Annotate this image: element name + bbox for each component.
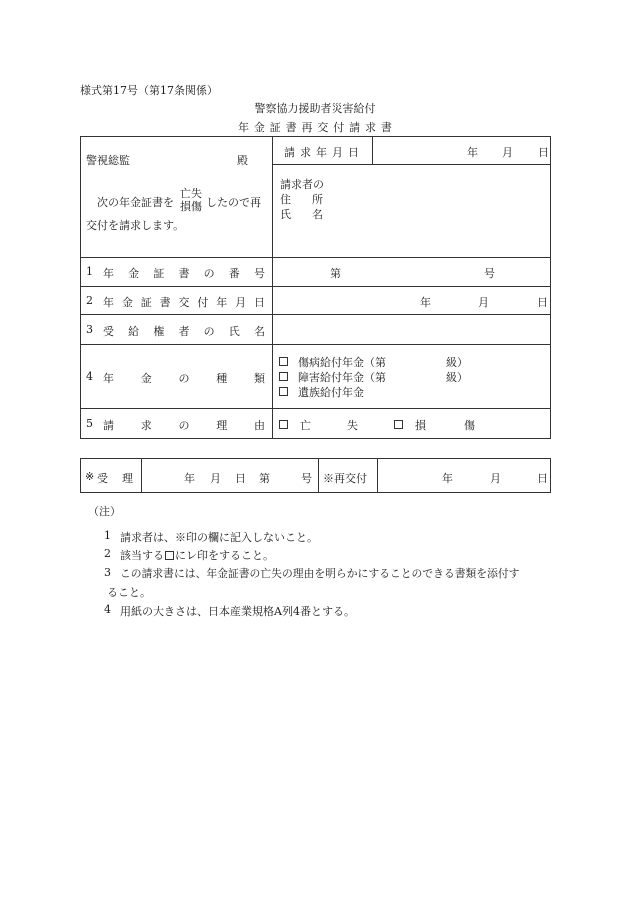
label-char: 年 bbox=[103, 372, 114, 385]
label-char: 号 bbox=[253, 267, 265, 280]
row-label-request-reason bbox=[103, 417, 265, 433]
label-char: 亡 bbox=[300, 419, 311, 432]
label-char: 所 bbox=[312, 193, 323, 206]
row-number: 1 bbox=[86, 265, 93, 278]
pension-type-injury: 傷病給付年金（第 bbox=[298, 356, 386, 369]
note-number: 3 bbox=[104, 566, 111, 579]
pension-type-disability-grade: 級） bbox=[446, 371, 468, 384]
request-text-after: したので再 bbox=[206, 196, 261, 209]
note-text: 用紙の大きさは、日本産業規格A列4番とする。 bbox=[120, 605, 355, 618]
issue-date-year: 年 bbox=[420, 296, 431, 309]
request-option-damaged: 損傷 bbox=[180, 200, 202, 213]
form-number: 様式第17号（第17条関係） bbox=[80, 84, 218, 97]
label-char: の bbox=[203, 325, 215, 338]
pension-type-disability: 障害給付年金（第 bbox=[298, 371, 386, 384]
note-text bbox=[120, 547, 274, 563]
form-title-line1: 警察協力援助者災害給付 bbox=[254, 102, 376, 115]
claimant-label: 請求者の bbox=[280, 178, 324, 191]
label-char: 証 bbox=[140, 296, 152, 309]
label-char: 名 bbox=[312, 208, 323, 221]
label-char: 書 bbox=[380, 121, 392, 134]
label-char: 日 bbox=[348, 146, 359, 159]
label-char: 氏 bbox=[228, 325, 240, 338]
label-char: 交 bbox=[178, 296, 190, 309]
row-label-pension-type bbox=[103, 370, 265, 386]
label-char: 損 bbox=[415, 419, 426, 432]
request-options bbox=[180, 187, 202, 213]
label-char: 求 bbox=[365, 121, 376, 134]
row-label-beneficiary-name bbox=[103, 323, 265, 339]
label-char: 月 bbox=[235, 296, 247, 309]
addressee: 警視総監 bbox=[86, 154, 130, 167]
label-char: 年 bbox=[238, 121, 249, 134]
label-char: 再 bbox=[301, 121, 313, 134]
note-text-after: にレ印をすること。 bbox=[175, 549, 274, 562]
label-char: 請 bbox=[103, 419, 114, 432]
label-char: 理 bbox=[216, 419, 228, 432]
label-char: 受 bbox=[103, 325, 114, 338]
label-char: 求 bbox=[140, 419, 152, 432]
checkbox-reason-damaged[interactable] bbox=[394, 420, 403, 429]
label-char: 年 bbox=[216, 296, 228, 309]
checkbox-injury-pension[interactable] bbox=[279, 357, 288, 366]
label-char: 失 bbox=[347, 419, 358, 432]
form-title-line2 bbox=[238, 119, 392, 135]
label-char: 金 bbox=[253, 121, 265, 134]
label-char: 名 bbox=[253, 325, 265, 338]
request-date-month: 月 bbox=[502, 146, 513, 159]
label-char: の bbox=[203, 267, 215, 280]
honorific: 殿 bbox=[237, 154, 248, 167]
request-text-line2: 交付を請求します。 bbox=[86, 219, 185, 232]
request-date-year: 年 bbox=[467, 146, 478, 159]
label-char: 氏 bbox=[280, 208, 291, 221]
note-number: 4 bbox=[104, 603, 111, 616]
request-text-before: 次の年金証書を bbox=[97, 196, 174, 209]
request-date-day: 日 bbox=[538, 146, 549, 159]
label-char: 請 bbox=[284, 146, 295, 159]
label-char: 金 bbox=[121, 296, 133, 309]
pension-type-injury-grade: 級） bbox=[446, 356, 468, 369]
row-number: 5 bbox=[86, 417, 93, 430]
label-char: 由 bbox=[254, 419, 265, 432]
row-label-issue-date bbox=[103, 294, 265, 310]
receipt-day: 日 bbox=[235, 472, 246, 485]
label-char: 給 bbox=[128, 325, 140, 338]
label-char: 交 bbox=[317, 121, 329, 134]
label-char: 証 bbox=[269, 121, 281, 134]
receipt-mark: ※ bbox=[85, 470, 95, 483]
issue-date-month: 月 bbox=[478, 296, 489, 309]
reason-lost-label bbox=[300, 417, 358, 433]
reissue-label: ※再交付 bbox=[323, 472, 367, 485]
label-char: の bbox=[178, 372, 190, 385]
label-char: 種 bbox=[216, 372, 228, 385]
request-option-lost: 亡失 bbox=[180, 187, 202, 200]
note-number: 2 bbox=[104, 547, 111, 560]
note-number: 1 bbox=[104, 529, 111, 542]
claimant-address-label bbox=[280, 191, 323, 207]
reason-damaged-label bbox=[415, 417, 475, 433]
label-char: 受 bbox=[97, 472, 108, 485]
reissue-year: 年 bbox=[442, 472, 453, 485]
notes-heading: （注） bbox=[88, 505, 121, 518]
reissue-month: 月 bbox=[490, 472, 501, 485]
label-char: 証 bbox=[153, 267, 165, 280]
row-number: 2 bbox=[86, 294, 93, 307]
receipt-label bbox=[97, 470, 133, 486]
receipt-go: 号 bbox=[301, 472, 312, 485]
pension-type-survivor: 遺族給付年金 bbox=[298, 386, 364, 399]
label-char: 理 bbox=[122, 472, 133, 485]
label-char: 請 bbox=[349, 121, 361, 134]
row-label-pension-number bbox=[103, 265, 265, 281]
label-char: 権 bbox=[153, 325, 165, 338]
checkbox-survivor-pension[interactable] bbox=[279, 387, 288, 396]
label-char: 金 bbox=[128, 267, 140, 280]
label-char: 類 bbox=[254, 372, 265, 385]
label-char: 書 bbox=[178, 267, 190, 280]
row-number: 4 bbox=[86, 370, 93, 383]
label-char: 日 bbox=[254, 296, 265, 309]
label-char: 年 bbox=[103, 267, 114, 280]
label-char: 書 bbox=[285, 121, 297, 134]
label-char: 金 bbox=[140, 372, 152, 385]
checkbox-reason-lost[interactable] bbox=[279, 420, 288, 429]
label-char: 傷 bbox=[464, 419, 475, 432]
label-char: 年 bbox=[316, 146, 327, 159]
reissue-day: 日 bbox=[537, 472, 548, 485]
label-char: 年 bbox=[103, 296, 114, 309]
label-char: 月 bbox=[332, 146, 343, 159]
label-char: 番 bbox=[228, 267, 240, 280]
pension-number-dai: 第 bbox=[330, 267, 341, 280]
label-char: 住 bbox=[280, 193, 291, 206]
row-number: 3 bbox=[86, 323, 93, 336]
label-char: 求 bbox=[300, 146, 311, 159]
note-text-before: 該当する bbox=[120, 549, 164, 562]
label-char: 書 bbox=[159, 296, 171, 309]
receipt-month: 月 bbox=[210, 472, 221, 485]
label-char: の bbox=[178, 419, 190, 432]
label-char: 付 bbox=[333, 121, 345, 134]
note-text: この請求書には、年金証書の亡失の理由を明らかにすることのできる書類を添付す bbox=[120, 567, 520, 580]
note-text: 請求者は、※印の欄に記入しないこと。 bbox=[120, 531, 318, 544]
label-char: 者 bbox=[178, 325, 190, 338]
label-char: 付 bbox=[197, 296, 209, 309]
checkbox-symbol-icon bbox=[165, 551, 174, 560]
receipt-year: 年 bbox=[184, 472, 195, 485]
issue-date-day: 日 bbox=[537, 296, 548, 309]
pension-number-go: 号 bbox=[484, 267, 495, 280]
office-use-table bbox=[80, 458, 551, 493]
request-date-label bbox=[284, 144, 359, 160]
checkbox-disability-pension[interactable] bbox=[279, 372, 288, 381]
note-text-continued: ること。 bbox=[107, 586, 151, 599]
receipt-dai: 第 bbox=[259, 472, 270, 485]
claimant-name-label bbox=[280, 206, 323, 222]
